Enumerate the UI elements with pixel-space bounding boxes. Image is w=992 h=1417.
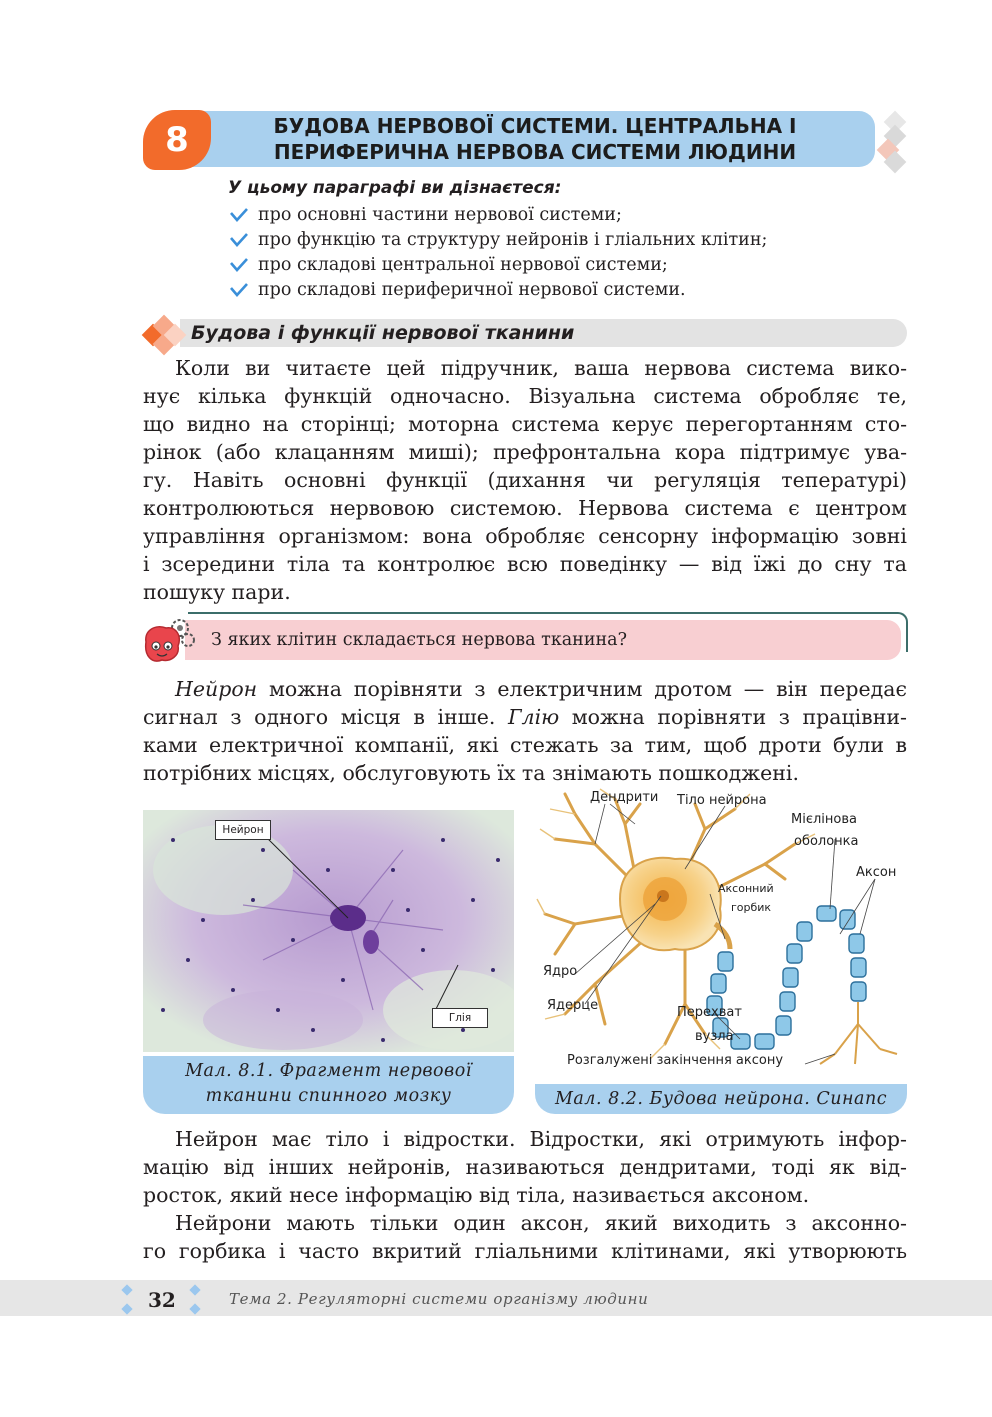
label-axon: Аксон: [856, 865, 897, 880]
label-nucleolus: Ядерце: [547, 998, 599, 1013]
label-myelin-1: Мієлінова: [791, 812, 857, 827]
chapter-title-line-2: ПЕРИФЕРИЧНА НЕРВОВА СИСТЕМИ ЛЮДИНИ: [273, 140, 797, 164]
learn-item: про складові центральної нервової системи;: [228, 253, 668, 278]
learn-item: про функцію та структуру нейронів і гліальних клітин;: [228, 228, 767, 253]
figure-1-caption: [143, 1056, 514, 1114]
paragraph-line: сигнал з одного місця в інше. Глію можна порівняти з працівни-: [143, 705, 907, 729]
paragraph-line: мацію від інших нейронів, називаються дендритами, тоді як від-: [143, 1155, 907, 1179]
figure-1-caption-line-1: Мал. 8.1. Фрагмент нервової: [185, 1061, 472, 1081]
learn-heading: У цьому параграфі ви дізнаєтеся:: [228, 178, 562, 198]
chapter-title: [215, 113, 855, 165]
paragraph-line: потрібних місцях, обслуговують їх та знімають пошкоджені.: [143, 761, 799, 785]
paragraph-line: Нейрон можна порівняти з електричним дротом — він передає: [175, 677, 907, 701]
chapter-number-badge: 8: [143, 110, 211, 170]
label-hillock-2: горбик: [731, 901, 772, 914]
paragraph-line: пошуку пари.: [143, 580, 291, 604]
paragraph-line: Нейрони мають тільки один аксон, який виходить з аксонно-: [175, 1211, 907, 1235]
paragraph-line: управління організмом: вона обробляє сенсорну інформацію зовні: [143, 524, 907, 548]
paragraph-line: ками електричної компанії, які стежать за тим, щоб дроти були в: [143, 733, 907, 757]
checkmark-icon: [228, 282, 250, 298]
paragraph-line: Коли ви читаєте цей підручник, ваша нервова система вико-: [175, 356, 907, 380]
checkmark-icon: [228, 207, 250, 223]
term-neuron: Нейрон: [175, 677, 258, 701]
running-head: Тема 2. Регуляторні системи організму людини: [229, 1290, 649, 1308]
figure-2-caption: Мал. 8.2. Будова нейрона. Синапс: [535, 1084, 907, 1114]
paragraph-line: що видно на сторінці; моторна система керує перегортанням сто-: [143, 412, 907, 436]
page-number: 32: [148, 1288, 176, 1312]
neural-tissue-micrograph: [143, 810, 514, 1052]
label-glia: Глія: [448, 1012, 472, 1024]
paragraph-line: Нейрон має тіло і відростки. Відростки, які отримують інфор-: [175, 1127, 907, 1151]
diamond-decoration-icon: [880, 110, 910, 170]
label-terminals: Розгалужені закінчення аксону: [567, 1053, 784, 1068]
neuron-structure-diagram: [535, 784, 907, 1084]
section-diamond-icon: [143, 318, 183, 352]
learn-item: про основні частини нервової системи;: [228, 203, 622, 228]
label-neuron: Нейрон: [222, 824, 264, 836]
label-myelin-2: оболонка: [794, 834, 859, 849]
paragraph-line: росток, який несе інформацію від тіла, називається аксоном.: [143, 1183, 810, 1207]
paragraph-line: рінок (або клацанням миші); префронтальна кора підтримує ува-: [143, 440, 907, 464]
figure-1-caption-line-2: тканини спинного мозку: [205, 1086, 452, 1106]
paragraph-line: контролюються нервовою системою. Нервова система є центром: [143, 496, 907, 520]
section-title: Будова і функції нервової тканини: [191, 322, 575, 344]
chapter-title-line-1: БУДОВА НЕРВОВОЇ СИСТЕМИ. ЦЕНТРАЛЬНА І: [273, 114, 797, 138]
learn-item: про складові периферичної нервової системи.: [228, 278, 686, 303]
label-node-2: вузла: [695, 1029, 734, 1044]
brain-gears-icon: [140, 616, 198, 668]
label-nucleus: Ядро: [543, 964, 578, 979]
label-soma: Тіло нейрона: [677, 793, 767, 808]
checkmark-icon: [228, 232, 250, 248]
paragraph-line: го горбика і часто вкритий гліальними клітинами, які утворюють: [143, 1239, 907, 1263]
paragraph-line: гу. Навіть основні функції (дихання чи регуляція тепературі): [143, 468, 907, 492]
checkmark-icon: [228, 257, 250, 273]
paragraph-line: і зсередини тіла та контролює всю поведінку — від їжі до сну та: [143, 552, 907, 576]
label-glia-box: [432, 1008, 488, 1028]
label-node-1: Перехват: [677, 1005, 742, 1020]
term-glia: Глію: [507, 705, 560, 729]
question-text: З яких клітин складається нервова тканина?: [211, 630, 627, 650]
paragraph-line: нує кілька функцій одночасно. Візуальна система обробляє те,: [143, 384, 907, 408]
label-hillock-1: Аксонний: [718, 882, 774, 895]
label-dendrites: Дендрити: [590, 790, 659, 805]
label-neuron-box: [215, 820, 271, 840]
